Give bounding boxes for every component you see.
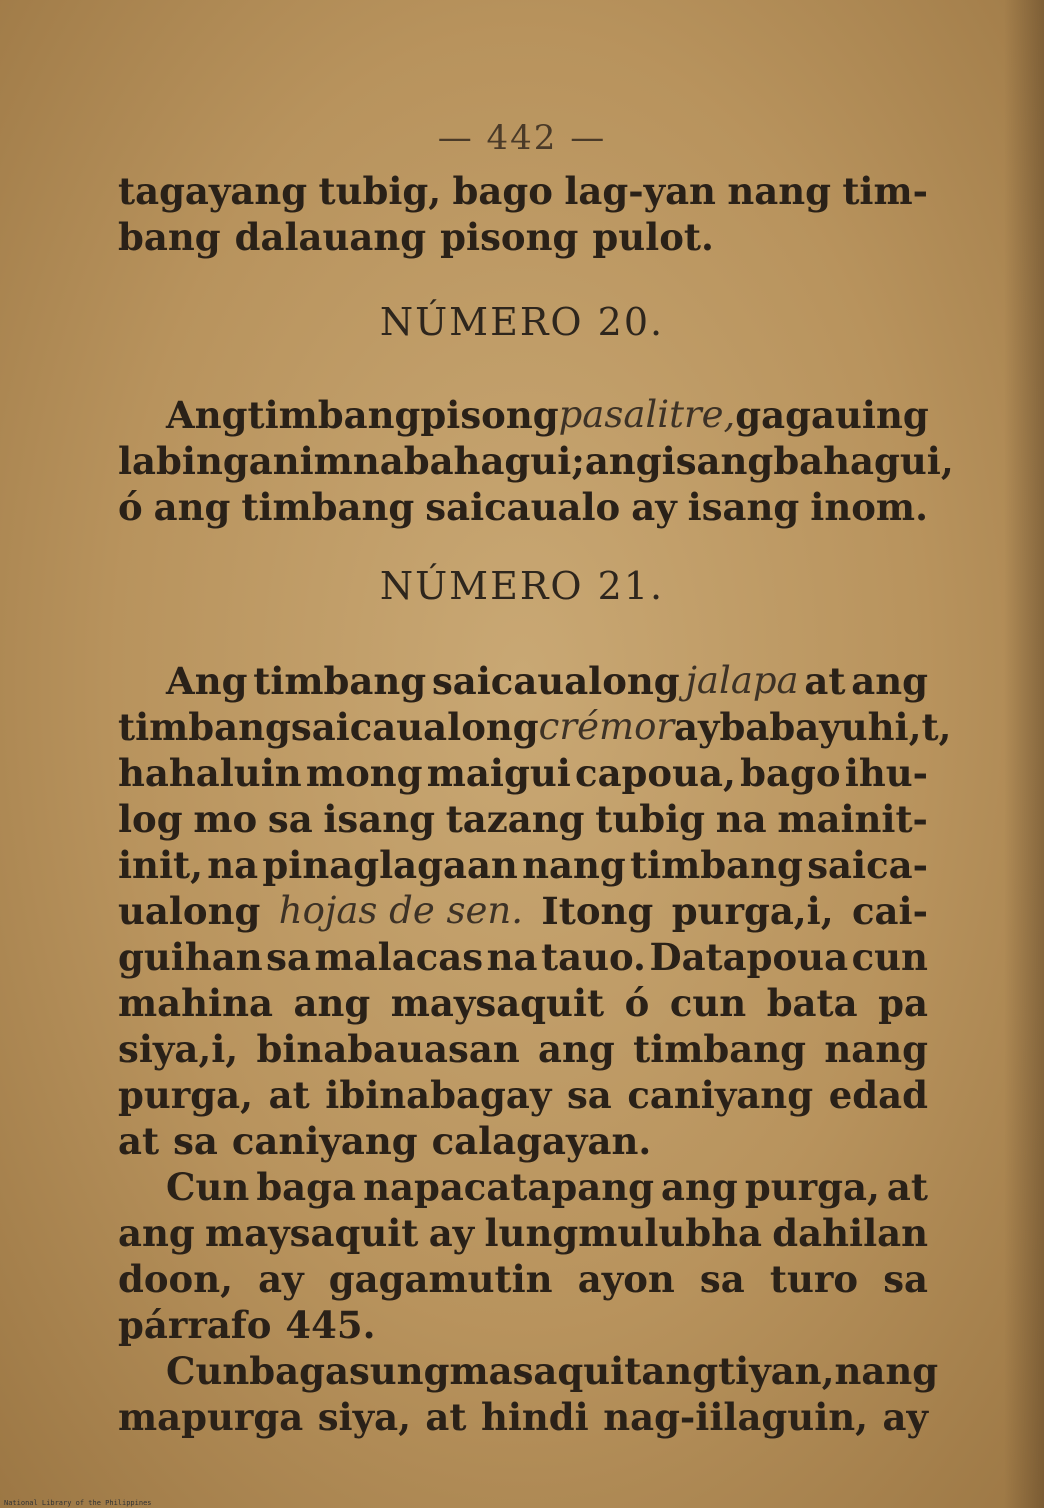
word: edad <box>828 1073 928 1117</box>
word: ualong <box>118 889 261 933</box>
word: baga <box>249 1349 349 1393</box>
carry-over-paragraph <box>118 168 928 260</box>
word: gagauing <box>735 393 929 437</box>
word: malacas <box>314 935 484 979</box>
word: bahagui, <box>773 439 954 483</box>
word: ang <box>641 1349 719 1393</box>
word: anim <box>248 439 353 483</box>
word: na <box>715 797 767 841</box>
word: ibinabagay <box>325 1073 552 1117</box>
word: pisong <box>440 215 579 259</box>
word: ihu- <box>844 751 928 795</box>
word: tagayang <box>118 169 308 213</box>
word: sa <box>173 1119 218 1163</box>
word: saica- <box>807 843 928 887</box>
word: bahagui; <box>403 439 585 483</box>
word: siya, <box>317 1395 411 1439</box>
word: siya,i, <box>118 1027 239 1071</box>
word: doon, <box>118 1257 234 1301</box>
word: Datapoua <box>649 935 849 979</box>
word: saicaualo <box>425 485 621 529</box>
word: bago <box>452 169 553 213</box>
word: timbang <box>633 1027 807 1071</box>
word: timbang <box>247 393 421 437</box>
word: sa <box>883 1257 928 1301</box>
word: isang <box>687 485 800 529</box>
word: ang <box>661 1165 738 1209</box>
word: bang <box>118 215 221 259</box>
word: caniyang <box>627 1073 814 1117</box>
word: ang <box>584 439 662 483</box>
word: cai- <box>852 889 928 933</box>
word: isang <box>323 797 436 841</box>
word: cun <box>851 935 928 979</box>
word: mainit- <box>777 797 928 841</box>
word: ay <box>674 705 720 749</box>
word: tazang <box>445 797 585 841</box>
word: Cun <box>166 1349 250 1393</box>
word: calagayan. <box>431 1119 652 1163</box>
word: maysaquit <box>205 1211 419 1255</box>
word: ang <box>153 485 231 529</box>
word: sa <box>267 797 313 841</box>
word: pisong <box>420 393 559 437</box>
word: init, <box>118 843 203 887</box>
section-heading-21: NÚMERO 21. <box>379 564 665 608</box>
word: pinaglagaan <box>262 843 518 887</box>
italic-term: pasalitre, <box>558 393 736 436</box>
word: mong <box>305 751 423 795</box>
italic-term: jalapa <box>685 659 799 702</box>
word: tauo. <box>541 935 646 979</box>
word: baga <box>256 1165 357 1209</box>
word: babayuhi,t, <box>719 705 952 749</box>
word: na <box>486 935 538 979</box>
word: isang <box>661 439 774 483</box>
word: ay <box>631 485 677 529</box>
word: ang <box>538 1027 615 1071</box>
word: purga, <box>744 1165 880 1209</box>
word: sa <box>266 935 311 979</box>
word: bata <box>766 981 858 1025</box>
word: timbang <box>253 659 427 703</box>
word: ay <box>258 1257 304 1301</box>
word: guihan <box>118 935 263 979</box>
word: timbang <box>241 485 415 529</box>
word: ang <box>851 659 928 703</box>
word: gagamutin <box>328 1257 553 1301</box>
word: cun <box>669 981 747 1025</box>
word: at <box>268 1073 310 1117</box>
word: na <box>207 843 259 887</box>
word: saicaualong <box>431 659 680 703</box>
italic-term: hojas de sen. <box>278 889 524 932</box>
word: turo <box>769 1257 859 1301</box>
word: ay <box>428 1211 475 1255</box>
word: timbang <box>118 705 291 749</box>
word: inom. <box>810 485 928 529</box>
word: dalauang <box>234 215 427 259</box>
word: ay <box>882 1395 928 1439</box>
word: bago <box>740 751 841 795</box>
word: log <box>118 797 183 841</box>
word: nang <box>834 1349 939 1393</box>
section-heading-20: NÚMERO 20. <box>379 300 665 344</box>
word: párrafo <box>118 1303 272 1347</box>
section-20-paragraph <box>118 392 954 530</box>
word: ang <box>293 981 371 1025</box>
word: saicaualong <box>290 705 539 749</box>
word: Cun <box>166 1165 250 1209</box>
word: sungmasaquit <box>348 1349 642 1393</box>
word: sa <box>566 1073 612 1117</box>
italic-term: crémor <box>538 705 675 748</box>
page-shadow <box>1004 0 1044 1508</box>
word: napacatapang <box>363 1165 654 1209</box>
word: nang <box>824 1027 928 1071</box>
word: pulot. <box>592 215 714 259</box>
word: hahaluin <box>118 751 302 795</box>
word: at <box>118 1119 160 1163</box>
word: ayon <box>577 1257 675 1301</box>
word: Itong <box>541 889 654 933</box>
word: purga,i, <box>671 889 834 933</box>
word: nag-iilaguin, <box>603 1395 869 1439</box>
word: at <box>886 1165 928 1209</box>
word: maysaquit <box>390 981 605 1025</box>
word: Ang <box>166 659 248 703</box>
word: ó <box>118 485 143 529</box>
word: maigui <box>426 751 571 795</box>
word: caniyang <box>231 1119 418 1163</box>
section-21-paragraph <box>118 658 952 1440</box>
word: mo <box>193 797 258 841</box>
word: ó <box>624 981 650 1025</box>
word: hindi <box>480 1395 589 1439</box>
word: tubig <box>595 797 706 841</box>
word: na <box>352 439 404 483</box>
word: lag-yan <box>564 169 716 213</box>
word: at <box>425 1395 467 1439</box>
word: tiyan, <box>718 1349 835 1393</box>
word: capoua, <box>575 751 736 795</box>
word: purga, <box>118 1073 253 1117</box>
word: binabauasan <box>256 1027 520 1071</box>
word: sa <box>699 1257 745 1301</box>
word: at <box>804 659 846 703</box>
word: mapurga <box>118 1395 304 1439</box>
word: tubig, <box>318 169 442 213</box>
word: 445. <box>285 1303 376 1347</box>
word: labing <box>118 439 249 483</box>
word: ang <box>118 1211 195 1255</box>
word: tim- <box>842 169 928 213</box>
page-number: — 442 — <box>437 118 607 158</box>
word: dahilan <box>772 1211 928 1255</box>
word: nang <box>727 169 831 213</box>
word: nang <box>522 843 626 887</box>
word: timbang <box>630 843 803 887</box>
word: pa <box>878 981 928 1025</box>
word: Ang <box>166 393 248 437</box>
library-credit: National Library of the Philippines <box>4 1499 152 1507</box>
word: lungmulubha <box>484 1211 762 1255</box>
word: mahina <box>118 981 273 1025</box>
